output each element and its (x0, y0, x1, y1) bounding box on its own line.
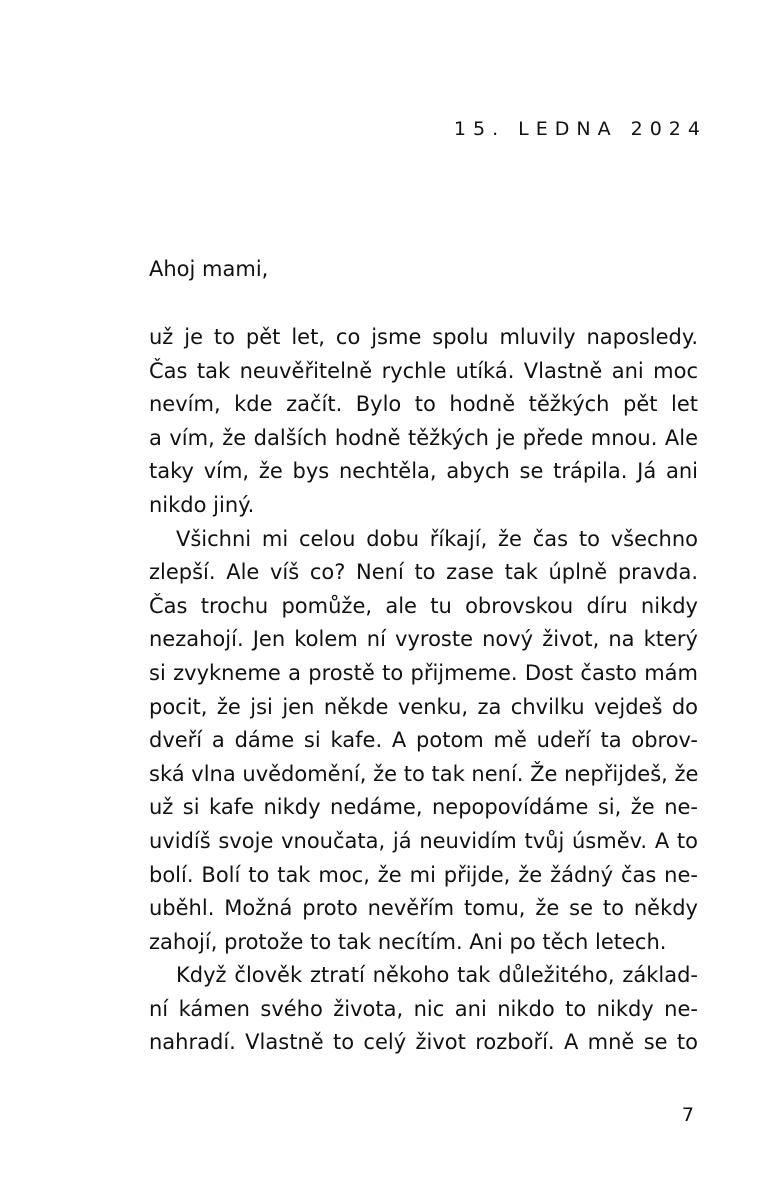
text-line: a vím, že dalších hodně těžkých je přede mnou. Ale (149, 425, 698, 450)
text-line: si zvykneme a prostě to přijmeme. Dost často mám (149, 660, 698, 685)
text-line: už si kafe nikdy nedáme, nepopovídáme si, že ne- (149, 795, 698, 820)
text-line: dveří a dáme si kafe. A potom mě udeří ta obrov- (149, 728, 698, 753)
text-line: uvidíš svoje vnoučata, já neuvidím tvůj úsměv. A to (149, 828, 698, 853)
paragraph-3 (149, 959, 698, 1060)
letter-body (149, 321, 698, 1060)
text-line: taky vím, že bys nechtěla, abych se trápila. Já ani (149, 459, 698, 484)
text-line: Když člověk ztratí někoho tak důležitého, základ- (176, 963, 698, 988)
text-line: pocit, že jsi jen někde venku, za chvilku vejdeš do (149, 694, 698, 719)
text-line: zahojí, protože to tak necítím. Ani po těch letech. (149, 929, 667, 954)
text-line: Čas trochu pomůže, ale tu obrovskou díru nikdy (149, 593, 698, 618)
text-line: Čas tak neuvěřitelně rychle utíká. Vlastně ani moc (149, 358, 698, 383)
text-line: bolí. Bolí to tak moc, že mi přijde, že žádný čas ne- (149, 862, 698, 887)
text-line: Všichni mi celou dobu říkají, že čas to všechno (176, 526, 698, 551)
text-line: nezahojí. Jen kolem ní vyroste nový život, na který (149, 627, 698, 652)
text-line: nikdo jiný. (149, 492, 255, 517)
text-line: nahradí. Vlastně to celý život rozboří. A mně se to (149, 1030, 698, 1055)
paragraph-1 (149, 321, 698, 523)
page-number: 7 (681, 1104, 694, 1126)
text-line: uběhl. Možná proto nevěřím tomu, že se to někdy (149, 896, 698, 921)
letter-greeting: Ahoj mami, (149, 257, 269, 281)
text-line: nevím, kde začít. Bylo to hodně těžkých pět let (149, 392, 698, 417)
paragraph-2 (149, 523, 698, 960)
text-line: zlepší. Ale víš co? Není to zase tak úplně pravda. (149, 560, 698, 585)
text-line: ská vlna uvědomění, že to tak není. Že nepřijdeš, že (149, 761, 699, 786)
letter-date: 15. LEDNA 2024 (453, 118, 707, 140)
text-line: už je to pět let, co jsme spolu mluvily naposledy. (149, 325, 698, 349)
text-line: ní kámen svého života, nic ani nikdo to nikdy ne- (149, 996, 698, 1021)
